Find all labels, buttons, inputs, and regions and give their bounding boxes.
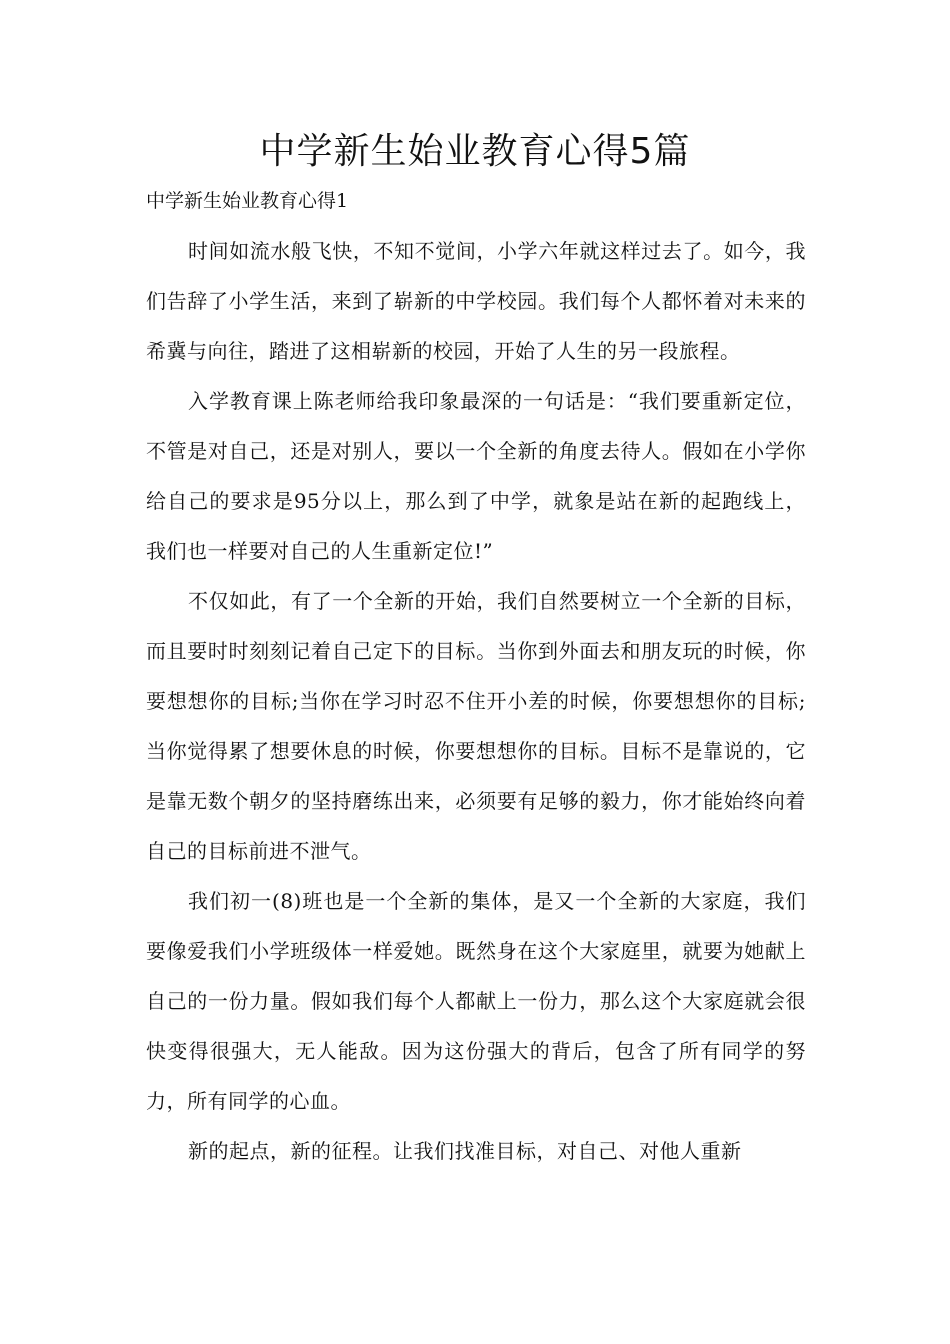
- document-title: 中学新生始业教育心得5篇: [259, 131, 691, 172]
- paragraph: 新的起点，新的征程。让我们找准目标，对自己、对他人重新: [188, 1139, 742, 1163]
- body-text: [146, 226, 806, 1176]
- section-heading: 中学新生始业教育心得1: [146, 190, 349, 212]
- paragraph: 时间如流水般飞快，不知不觉间，小学六年就这样过去了。如今，我们告辞了小学生活，来到了崭新的中学校园。我们每个人都怀着对未来的希冀与向往，踏进了这相崭新的校园，开始了人生的另一段旅程。: [146, 239, 806, 363]
- paragraph: 入学教育课上陈老师给我印象最深的一句话是：“我们要重新定位，不管是对自己，还是对别人，要以一个全新的角度去待人。假如在小学你给自己的要求是95分以上，那么到了中学，就象是站在新的起跑线上，我们也一样要对自己的人生重新定位!”: [146, 389, 806, 563]
- paragraph: 我们初一(8)班也是一个全新的集体，是又一个全新的大家庭，我们要像爱我们小学班级体一样爱她。既然身在这个大家庭里，就要为她献上自己的一份力量。假如我们每个人都献上一份力，那么这个大家庭就会很快变得很强大，无人能敌。因为这份强大的背后，包含了所有同学的努力，所有同学的心血。: [146, 889, 806, 1113]
- paragraph: 不仅如此，有了一个全新的开始，我们自然要树立一个全新的目标，而且要时时刻刻记着自己定下的目标。当你到外面去和朋友玩的时候，你要想想你的目标;当你在学习时忍不住开小差的时候，你要想想你的目标;当你觉得累了想要休息的时候，你要想想你的目标。目标不是靠说的，它是靠无数个朝夕的坚持磨练出来，必须要有足够的毅力，你才能始终向着自己的目标前进不泄气。: [146, 589, 806, 863]
